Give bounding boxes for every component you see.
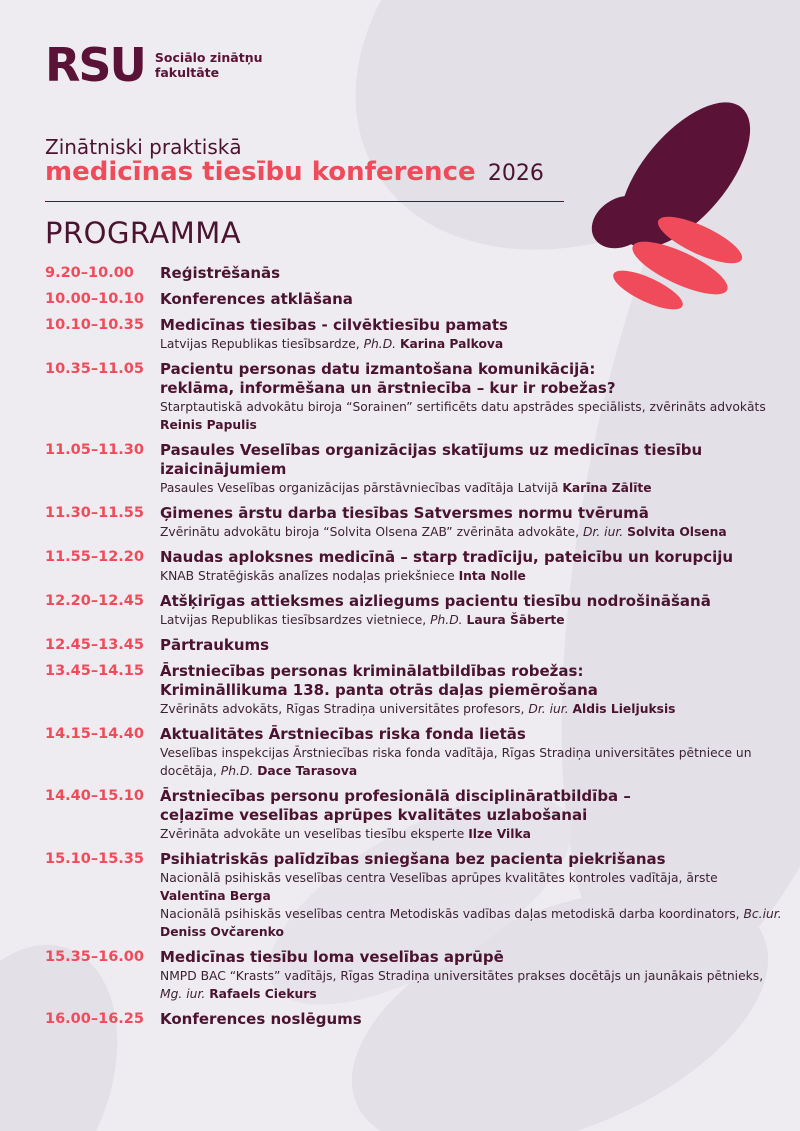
speaker-role: Pasaules Veselības organizācijas pārstāvniecības vadītāja Latvijā: [160, 481, 563, 495]
program-item: [45, 504, 785, 541]
speaker-line: [160, 744, 785, 780]
speaker-role: Latvijas Republikas tiesībsardze,: [160, 337, 364, 351]
program-body: [160, 316, 785, 353]
program-item: [45, 948, 785, 1003]
speaker-name: Karina Palkova: [399, 337, 504, 351]
speaker-line: [160, 967, 785, 1003]
program-heading: PROGRAMMA: [45, 216, 242, 250]
program-body: [160, 662, 785, 718]
program-time: 10.35–11.05: [45, 361, 144, 377]
program-title: Psihiatriskās palīdzības sniegšana bez pacienta piekrišanas: [160, 850, 666, 868]
program-item: [45, 850, 785, 941]
program-item: [45, 636, 785, 655]
speaker-name: Reinis Papulis: [160, 418, 257, 432]
speaker-role: Veselības inspekcijas Ārstniecības riska fonda vadītāja, Rīgas Stradiņa universitātes pētniece un docētāja,: [160, 746, 752, 778]
program-item: [45, 592, 785, 629]
program-body: [160, 636, 785, 655]
speaker-line: [160, 869, 785, 905]
speaker-line: [160, 398, 785, 434]
logo-mark: RSU: [45, 38, 145, 92]
program-title: Pārtraukums: [160, 636, 270, 654]
speaker-name: Inta Nolle: [458, 569, 526, 583]
program-time: 10.10–10.35: [45, 317, 144, 333]
program-time: 11.05–11.30: [45, 442, 144, 458]
speaker-name: Dace Tarasova: [257, 764, 358, 778]
program-body: [160, 725, 785, 780]
speaker-degree: Dr. iur.: [582, 525, 628, 539]
program-item: [45, 1010, 785, 1029]
speaker-role: Zvērināts advokāts, Rīgas Stradiņa universitātes profesors,: [160, 702, 529, 716]
rsu-logo: [45, 38, 265, 92]
program-item: [45, 441, 785, 497]
program-body: [160, 787, 785, 843]
program-list: [45, 264, 785, 1036]
speaker-name: Solvita Olsena: [627, 525, 727, 539]
program-time: 15.10–15.35: [45, 851, 144, 867]
speaker-role: Nacionālā psihiskās veselības centra Veselības aprūpes kvalitātes kontroles vadītāja, ārste: [160, 871, 718, 885]
program-item: [45, 662, 785, 718]
program-title: Aktualitātes Ārstniecības riska fonda lietās: [160, 725, 526, 743]
program-title: Reģistrēšanās: [160, 264, 281, 282]
speaker-line: [160, 335, 785, 353]
program-time: 16.00–16.25: [45, 1011, 144, 1027]
program-body: [160, 1010, 785, 1029]
program-time: 14.40–15.10: [45, 788, 144, 804]
logo-subtitle: Sociālo zinātņu fakultāte: [154, 50, 263, 80]
speaker-name: Karīna Zālīte: [562, 481, 652, 495]
program-item: [45, 360, 785, 434]
program-time: 11.30–11.55: [45, 505, 144, 521]
program-title: Konferences atklāšana: [160, 290, 353, 308]
speaker-role: NMPD BAC “Krasts” vadītājs, Rīgas Stradiņa universitātes prakses docētājs un jaunākais pētnieks,: [160, 969, 764, 983]
speaker-name: Deniss Ovčarenko: [160, 925, 284, 939]
speaker-name: Valentīna Berga: [160, 889, 271, 903]
program-title: Naudas aploksnes medicīnā – starp tradīciju, pateicību un korupciju: [160, 548, 734, 566]
speaker-role: KNAB Stratēģiskās analīzes nodaļas priekšniece: [160, 569, 459, 583]
program-body: [160, 850, 785, 941]
program-body: [160, 441, 785, 497]
program-title: Atšķirīgas attieksmes aizliegums pacientu tiesību nodrošināšanā: [160, 592, 711, 610]
conference-year: 2026: [487, 161, 544, 186]
program-title: Ģimenes ārstu darba tiesības Satversmes normu tvērumā: [160, 504, 649, 522]
program-item: [45, 264, 785, 283]
program-item: [45, 290, 785, 309]
speaker-line: [160, 567, 785, 585]
program-time: 14.15–14.40: [45, 726, 144, 742]
speaker-line: [160, 523, 785, 541]
speaker-degree: Ph.D.: [220, 764, 258, 778]
speaker-name: Rafaels Ciekurs: [209, 987, 317, 1001]
program-time: 10.00–10.10: [45, 291, 144, 307]
speaker-line: [160, 700, 785, 718]
program-title: Ārstniecības personas kriminālatbildības robežas: Krimināllikuma 138. panta otrās daļas piemērošana: [160, 662, 598, 699]
speaker-role: Starptautiskā advokātu biroja “Sorainen” sertificēts datu apstrādes speciālists, zvērināts advokāts: [160, 400, 766, 414]
speaker-degree: Dr. iur.: [528, 702, 573, 716]
program-time: 11.55–12.20: [45, 549, 144, 565]
program-time: 13.45–14.15: [45, 663, 144, 679]
speaker-line: [160, 905, 785, 941]
speaker-line: [160, 479, 785, 497]
program-body: [160, 264, 785, 283]
program-title: Pasaules Veselības organizācijas skatījums uz medicīnas tiesību izaicinājumiem: [160, 441, 703, 478]
speaker-name: Laura Šāberte: [466, 613, 565, 627]
program-body: [160, 548, 785, 585]
program-body: [160, 504, 785, 541]
program-title: Medicīnas tiesību loma veselības aprūpē: [160, 948, 504, 966]
program-item: [45, 316, 785, 353]
speaker-degree: Ph.D.: [430, 613, 467, 627]
speaker-role: Latvijas Republikas tiesībsardzes vietniece,: [160, 613, 431, 627]
program-item: [45, 725, 785, 780]
speaker-degree: Bc.iur.: [743, 907, 782, 921]
speaker-name: Aldis Lieljuksis: [572, 702, 676, 716]
conference-title-text: medicīnas tiesību konference: [45, 157, 476, 187]
speaker-degree: Ph.D.: [363, 337, 400, 351]
program-title: Medicīnas tiesības - cilvēktiesību pamats: [160, 316, 508, 334]
program-time: 12.45–13.45: [45, 637, 144, 653]
speaker-role: Zvērinātu advokātu biroja “Solvita Olsena ZAB” zvērināta advokāte,: [160, 525, 583, 539]
program-body: [160, 592, 785, 629]
speaker-role: Zvērināta advokāte un veselības tiesību eksperte: [160, 827, 469, 841]
speaker-name: Ilze Vilka: [468, 827, 531, 841]
program-body: [160, 360, 785, 434]
program-body: [160, 290, 785, 309]
conference-title: [45, 157, 544, 187]
program-time: 12.20–12.45: [45, 593, 144, 609]
program-item: [45, 548, 785, 585]
conference-subtitle: Zinātniski praktiskā: [45, 135, 242, 159]
program-title: Ārstniecības personu profesionālā disciplināratbildība – ceļazīme veselības aprūpes kvalitātes uzlabošanai: [160, 787, 631, 824]
speaker-degree: Mg. iur.: [160, 987, 210, 1001]
program-title: Konferences noslēgums: [160, 1010, 362, 1028]
speaker-line: [160, 611, 785, 629]
program-item: [45, 787, 785, 843]
program-title: Pacientu personas datu izmantošana komunikācijā: reklāma, informēšana un ārstniecība – kur ir robežas?: [160, 360, 616, 397]
title-divider: [45, 201, 564, 202]
speaker-line: [160, 825, 785, 843]
program-time: 9.20–10.00: [45, 265, 134, 281]
program-body: [160, 948, 785, 1003]
speaker-role: Nacionālā psihiskās veselības centra Metodiskās vadības daļas metodiskā darba koordinators,: [160, 907, 744, 921]
program-time: 15.35–16.00: [45, 949, 144, 965]
